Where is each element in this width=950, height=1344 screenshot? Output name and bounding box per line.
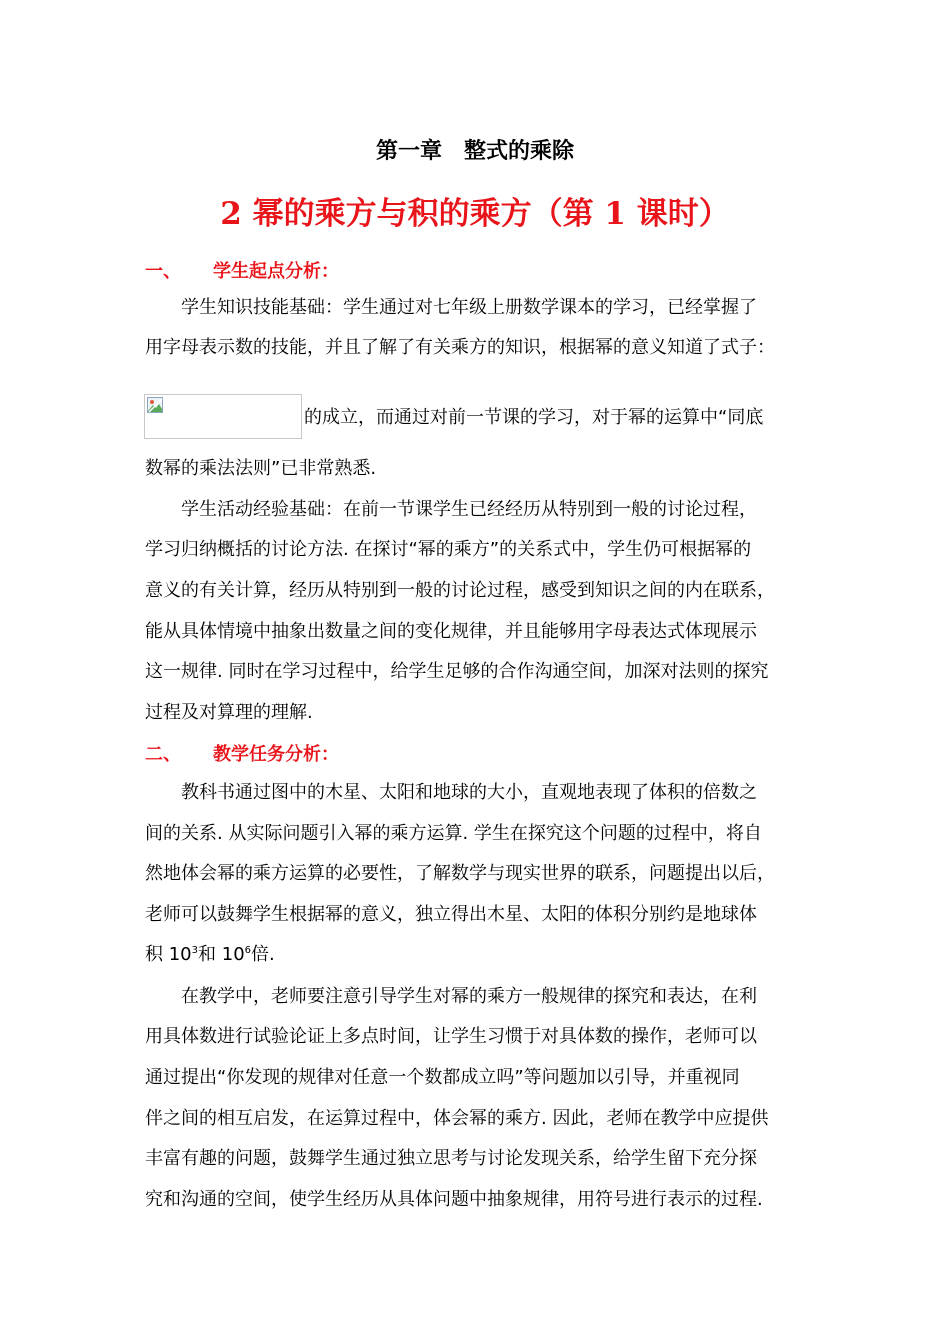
lesson-title: 2 幂的乘方与积的乘方（第 1 课时）: [220, 196, 730, 232]
paragraph-line: 间的关系. 从实际问题引入幂的乘方运算. 学生在探究这个问题的过程中，将自: [145, 823, 762, 844]
exponent: 6: [244, 945, 252, 956]
volume-text: 倍.: [251, 944, 275, 965]
paragraph-line: 教科书通过图中的木星、太阳和地球的大小，直观地表现了体积的倍数之: [181, 782, 757, 803]
section-number: 二、: [145, 744, 181, 765]
formula-image-placeholder: [144, 394, 302, 439]
paragraph-line: 学生活动经验基础：在前一节课学生已经经历从特别到一般的讨论过程，: [181, 499, 757, 520]
volume-text: 积 10: [145, 944, 192, 965]
paragraph-line: 的成立，而通过对前一节课的学习，对于幂的运算中“同底: [304, 407, 764, 428]
paragraph-line: 学生知识技能基础：学生通过对七年级上册数学课本的学习，已经掌握了: [181, 297, 757, 318]
section-heading-2: [145, 740, 339, 766]
paragraph-line: 在教学中，老师要注意引导学生对幂的乘方一般规律的探究和表达，在利: [181, 986, 757, 1007]
paragraph-line: 过程及对算理的理解.: [145, 702, 313, 723]
paragraph-line: 老师可以鼓舞学生根据幂的意义，独立得出木星、太阳的体积分别约是地球体: [145, 904, 757, 925]
paragraph-line: 用具体数进行试验论证上多点时间，让学生习惯于对具体数的操作，老师可以: [145, 1026, 757, 1047]
paragraph-line: 然地体会幂的乘方运算的必要性，了解数学与现实世界的联系，问题提出以后，: [145, 863, 775, 884]
paragraph-line: 通过提出“你发现的规律对任意一个数都成立吗”等问题加以引导，并重视同: [145, 1067, 740, 1088]
paragraph-line: 意义的有关计算，经历从特别到一般的讨论过程，感受到知识之间的内在联系，: [145, 580, 775, 601]
paragraph-line: 用字母表示数的技能，并且了解了有关乘方的知识，根据幂的意义知道了式子：: [145, 337, 775, 358]
paragraph-line: 学习归纳概括的讨论方法. 在探讨“幂的乘方”的关系式中，学生仍可根据幂的: [145, 539, 752, 560]
paragraph-line: 究和沟通的空间，使学生经历从具体问题中抽象规律，用符号进行表示的过程.: [145, 1189, 763, 1210]
paragraph-line: 数幂的乘法法则”已非常熟悉.: [145, 458, 377, 479]
volume-line: [145, 944, 275, 966]
paragraph-line: 能从具体情境中抽象出数量之间的变化规律，并且能够用字母表达式体现展示: [145, 621, 757, 642]
section-title: 教学任务分析：: [213, 744, 339, 765]
paragraph-line: 丰富有趣的问题，鼓舞学生通过独立思考与讨论发现关系，给学生留下充分探: [145, 1148, 757, 1169]
section-number: 一、: [145, 261, 181, 282]
chapter-title: 第一章 整式的乘除: [375, 138, 574, 164]
section-heading-1: [145, 257, 339, 283]
section-title: 学生起点分析：: [213, 261, 339, 282]
broken-image-icon: [147, 397, 163, 413]
paragraph-line: 伴之间的相互启发，在运算过程中，体会幂的乘方. 因此，老师在教学中应提供: [145, 1108, 769, 1129]
paragraph-line: 这一规律. 同时在学习过程中，给学生足够的合作沟通空间，加深对法则的探究: [145, 661, 769, 682]
exponent: 3: [191, 945, 199, 956]
volume-text: 和 10: [198, 944, 245, 965]
